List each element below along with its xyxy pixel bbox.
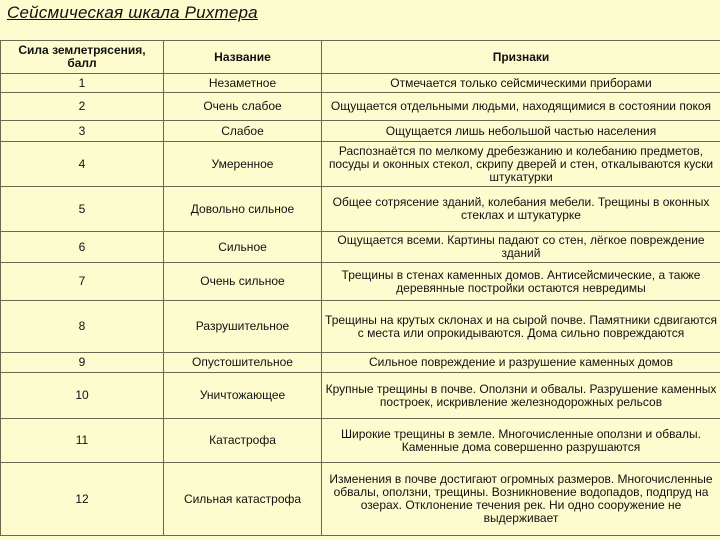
table-row <box>1 463 720 536</box>
table-row <box>1 142 720 187</box>
table-row <box>1 74 720 93</box>
page-title: Сейсмическая шкала Рихтера <box>7 3 258 22</box>
cell-signs: Ощущается отдельными людьми, находящимися в состоянии покоя <box>322 93 720 121</box>
cell-name: Довольно сильное <box>164 187 322 232</box>
cell-name: Очень сильное <box>164 263 322 301</box>
table-row <box>1 301 720 353</box>
cell-name: Незаметное <box>164 74 322 93</box>
cell-signs: Отмечается только сейсмическими приборами <box>322 74 720 93</box>
table-row <box>1 419 720 463</box>
cell-signs: Изменения в почве достигают огромных размеров. Многочисленные обвалы, оползни, трещины. Возникновение водопадов, подпруд на озерах. Отклонение течения рек. Ни одно сооружение не выдерживает <box>322 463 720 536</box>
cell-score: 1 <box>1 74 164 93</box>
cell-name: Сильная катастрофа <box>164 463 322 536</box>
cell-name: Умеренное <box>164 142 322 187</box>
cell-name: Сильное <box>164 232 322 263</box>
cell-signs: Распознаётся по мелкому дребезжанию и колебанию предметов, посуды и оконных стекол, скрипу дверей и стен, откалываются куски штукатурки <box>322 142 720 187</box>
richter-scale-table <box>0 40 720 536</box>
header-signs: Признаки <box>322 41 720 74</box>
table-row <box>1 232 720 263</box>
cell-score: 12 <box>1 463 164 536</box>
cell-name: Разрушительное <box>164 301 322 353</box>
cell-signs: Крупные трещины в почве. Оползни и обвалы. Разрушение каменных построек, искривление железнодорожных рельсов <box>322 373 720 419</box>
header-name: Название <box>164 41 322 74</box>
header-score: Сила землетрясения, балл <box>1 41 164 74</box>
cell-signs: Ощущается лишь небольшой частью населения <box>322 121 720 142</box>
cell-signs: Общее сотрясение зданий, колебания мебели. Трещины в оконных стеклах и штукатурке <box>322 187 720 232</box>
cell-name: Уничтожающее <box>164 373 322 419</box>
cell-score: 4 <box>1 142 164 187</box>
cell-score: 7 <box>1 263 164 301</box>
cell-score: 6 <box>1 232 164 263</box>
cell-signs: Широкие трещины в земле. Многочисленные оползни и обвалы. Каменные дома совершенно разрушаются <box>322 419 720 463</box>
cell-score: 3 <box>1 121 164 142</box>
cell-name: Катастрофа <box>164 419 322 463</box>
cell-score: 2 <box>1 93 164 121</box>
table-row <box>1 93 720 121</box>
cell-signs: Трещины на крутых склонах и на сырой почве. Памятники сдвигаются с места или опрокидываются. Дома сильно повреждаются <box>322 301 720 353</box>
cell-name: Слабое <box>164 121 322 142</box>
cell-score: 10 <box>1 373 164 419</box>
table-header-row <box>1 41 720 74</box>
cell-signs: Ощущается всеми. Картины падают со стен, лёгкое повреждение зданий <box>322 232 720 263</box>
cell-score: 11 <box>1 419 164 463</box>
table-row <box>1 263 720 301</box>
cell-signs: Трещины в стенах каменных домов. Антисейсмические, а также деревянные постройки остаются невредимы <box>322 263 720 301</box>
table-row <box>1 373 720 419</box>
cell-score: 9 <box>1 353 164 373</box>
cell-score: 8 <box>1 301 164 353</box>
table-row <box>1 121 720 142</box>
cell-signs: Сильное повреждение и разрушение каменных домов <box>322 353 720 373</box>
cell-score: 5 <box>1 187 164 232</box>
cell-name: Очень слабое <box>164 93 322 121</box>
cell-name: Опустошительное <box>164 353 322 373</box>
table-row <box>1 187 720 232</box>
table-row <box>1 353 720 373</box>
